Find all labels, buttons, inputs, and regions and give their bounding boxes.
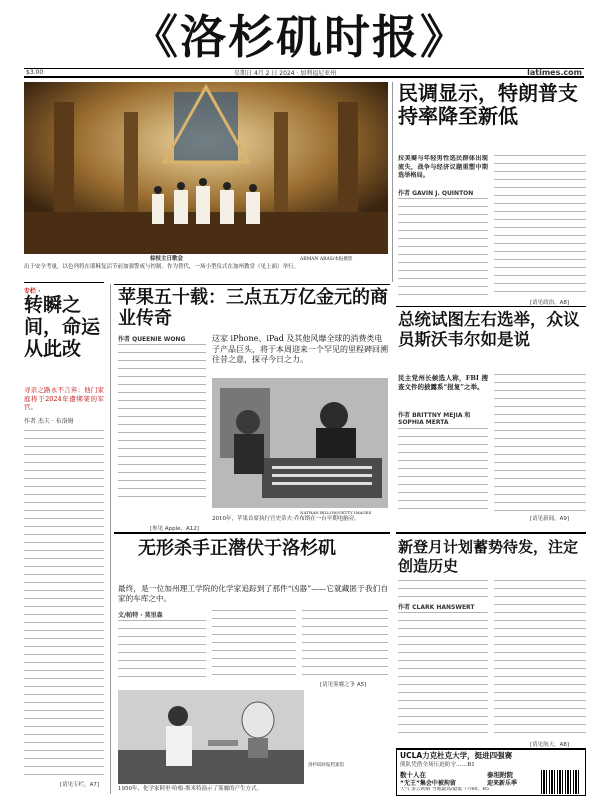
- apple-jump[interactable]: [参见 Apple，A12]: [150, 526, 199, 532]
- barcode: [541, 770, 581, 794]
- dateline-bar: [24, 68, 584, 78]
- top-photo-credit: ARMAN ARAS/本报摄影: [300, 257, 353, 262]
- lab-deck: 最终，是一位加州理工学院的化学家追踪到了那件“凶器”——它就藏匿于我们自家的车库之中。: [118, 584, 388, 603]
- price-label: $3.00: [26, 69, 44, 76]
- apple-byline: 作者 QUEENIE WONG: [118, 336, 186, 343]
- lead-story-deck: 拉美裔与年轻男性选民群体出现流失，战争与经济议题重塑中期选举格局。: [398, 155, 488, 179]
- ucla-col1-title[interactable]: 数十人在: [400, 771, 426, 779]
- apple-body-col1: [118, 344, 206, 504]
- water-top-rule: [396, 532, 586, 534]
- lab-headline[interactable]: 无形杀手正潜伏于洛杉矶: [138, 538, 336, 559]
- chemist-lab-image: [118, 690, 304, 784]
- apple-top-rule: [114, 284, 390, 285]
- lead-story-body-col2: [494, 155, 586, 296]
- weather-info: 天气 多云转晴 当地最高/最低 77/60，B5: [400, 787, 489, 792]
- left-feature-headline[interactable]: 转瞬之间，命运从此改: [24, 294, 101, 360]
- apple-photo-credit: NATHAN BILLOW/GETTY IMAGES: [300, 510, 372, 515]
- court-deck: 民主党州长候选人称，FBI 搜查文件的披露系“报复”之举。: [398, 374, 488, 391]
- court-jump[interactable]: [请见新闻，A9]: [530, 516, 570, 522]
- church-interior-image: [24, 82, 388, 254]
- ucla-box[interactable]: [396, 748, 586, 796]
- left-column-rule: [110, 284, 111, 794]
- court-body-col2: [494, 374, 586, 512]
- ucla-col2-sub: 迎来新乐季: [487, 780, 518, 787]
- court-body-col1: [398, 428, 488, 512]
- court-headline[interactable]: 总统试图左右选举，众议员斯沃韦尔如是说: [398, 310, 580, 349]
- top-photo-caption: 出于安全考量，以色列将在耶稣复活节前加强警戒与控制。作为替代，一场小型仪式在加州教堂（见上面）举行。: [24, 264, 300, 270]
- lead-story-byline: 作者 GAVIN J. QUINTON: [398, 190, 474, 197]
- left-feature-deck: 寻亲之路永不言弃：他门家庭将于2024年遭绑架的军官。: [24, 386, 104, 411]
- top-photo-caption-title: 棕枝主日歌会: [150, 256, 184, 262]
- site-url[interactable]: latimes.com: [527, 68, 582, 77]
- court-byline: 作者 BRITTNY MEJIA 和 SOPHIA MERTA: [398, 412, 471, 426]
- lab-photo-credit: 洛杉矶时报档案馆: [308, 763, 344, 768]
- left-feature-label: 专栏 ·: [24, 288, 41, 295]
- ucla-col1-sub: “无王”集会中被拘留: [400, 780, 456, 787]
- masthead-title: 《洛杉矶时报》: [132, 10, 468, 64]
- water-body-col1: [398, 580, 488, 600]
- left-feature-jump[interactable]: [请见专栏，A7]: [60, 782, 100, 788]
- court-top-rule: [396, 306, 586, 307]
- apple-photo: [212, 378, 388, 508]
- ucla-headline[interactable]: UCLA力克杜克大学，挺进四强赛: [400, 751, 513, 760]
- apple-deck: 这家 iPhone、iPad 及其他风靡全球的消费类电子产品巨头，将于本周迎来一个罕见的里程碑回溯往昔之意，探寻今日之力。: [212, 334, 388, 364]
- water-jump[interactable]: [请见航天，A8]: [530, 742, 570, 748]
- lab-body-col3: [302, 610, 388, 678]
- ucla-col2-title[interactable]: 泰坦附院: [487, 771, 513, 779]
- left-feature-body: [24, 430, 104, 778]
- left-feature-byline: 作者 杰夫 · 布洛姆: [24, 418, 74, 425]
- lead-story-body-col1: [398, 198, 488, 296]
- lab-byline: 文/帕特 · 莫里森: [118, 612, 163, 619]
- top-photo: [24, 82, 388, 254]
- lab-photo-caption: 1950年，化学家阿里·哈根-斯米特演示了雾霾的产生方式。: [118, 786, 263, 792]
- water-body-col1b: [398, 612, 488, 738]
- lead-story-column-rule: [392, 82, 393, 282]
- jobs-computer-image: [212, 378, 388, 508]
- lab-body-col2: [212, 610, 296, 678]
- lead-story-headline[interactable]: 民调显示，特朗普支持率降至新低: [398, 81, 578, 128]
- left-feature-top-rule: [24, 282, 104, 283]
- lead-story-jump[interactable]: [请见政治，A8]: [530, 300, 570, 306]
- lab-jump[interactable]: [请见雾霾之争 A5]: [320, 682, 367, 688]
- apple-headline[interactable]: 苹果五十载：三点五万亿金元的商业传奇: [118, 287, 388, 329]
- water-byline: 作者 CLARK HANSWERT: [398, 604, 475, 611]
- lab-photo: [118, 690, 304, 784]
- lab-body-col1: [118, 620, 206, 678]
- apple-photo-caption: 2010年，苹果首席执行官史蒂夫·乔布斯在一台早期电脑旁。: [212, 516, 360, 522]
- lab-top-rule: [114, 532, 390, 534]
- water-headline[interactable]: 新登月计划蓄势待发，注定创造历史: [398, 538, 579, 575]
- water-body-col2: [494, 580, 586, 738]
- ucla-text: 熊队凭借全场压迫防守……B1: [400, 762, 475, 768]
- date-info: 星期日 4月 2 日 2024 · 加利福尼亚州: [234, 70, 337, 77]
